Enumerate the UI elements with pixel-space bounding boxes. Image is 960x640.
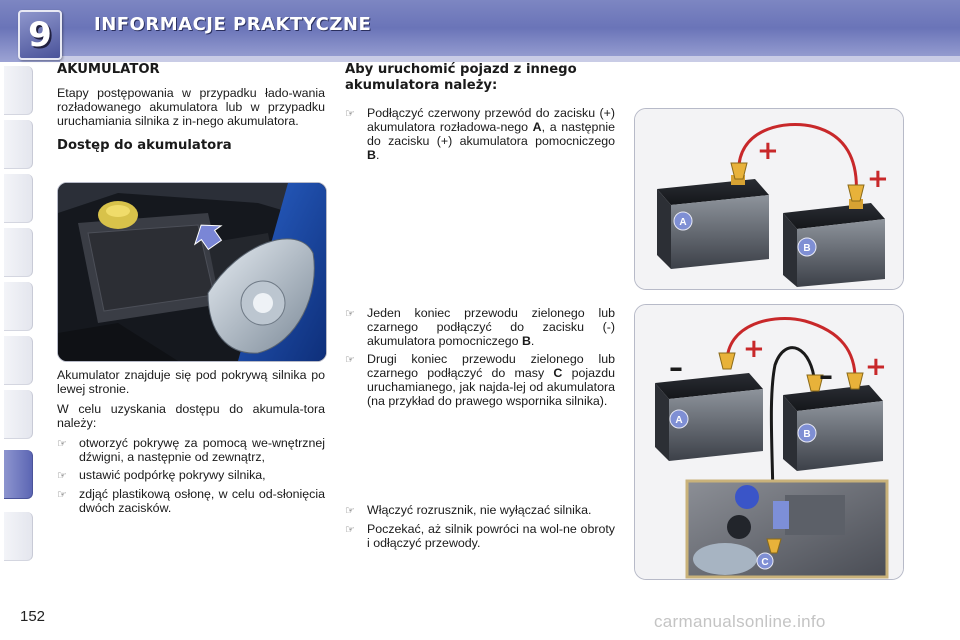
battery-b-label: B (803, 243, 811, 254)
chapter-title: INFORMACJE PRAKTYCZNE (94, 14, 372, 35)
hand-pointer-icon: ☞ (345, 308, 355, 320)
hand-pointer-icon: ☞ (345, 524, 355, 536)
step-text: Poczekać, aż silnik powróci na wol-ne obroty i odłączyć przewody. (367, 522, 615, 550)
battery-a-label: A (679, 217, 687, 228)
access-lead: W celu uzyskania dostępu do akumula-tora należy: (57, 402, 325, 430)
batteries-red-cable-illustration (635, 109, 903, 289)
jump-start-heading: Aby uruchomić pojazd z innego akumulatora należy: (345, 62, 577, 93)
chapter-tab[interactable] (4, 120, 33, 169)
hand-pointer-icon: ☞ (57, 470, 67, 482)
hand-pointer-icon: ☞ (345, 354, 355, 366)
left-column-top (57, 62, 325, 154)
engine-bay-figure (57, 182, 327, 362)
subsection-heading: Dostęp do akumulatora (57, 138, 232, 153)
plus-sign-a: + (757, 136, 779, 166)
hand-pointer-icon: ☞ (345, 108, 355, 120)
plus-sign-b: + (867, 164, 889, 194)
list-item (345, 106, 615, 162)
list-item (57, 487, 325, 515)
left-column-bottom (57, 368, 325, 519)
engine-bay-illustration (58, 183, 326, 361)
plus-sign-b: + (865, 352, 887, 382)
plus-sign-a: + (743, 334, 765, 364)
intro-paragraph: Etapy postępowania w przypadku łado-wania rozładowanego akumulatora lub w przypadku uruchamiania silnika z in-nego akumulatora. (57, 86, 325, 128)
chapter-tab[interactable] (4, 282, 33, 331)
step-text: Włączyć rozrusznik, nie wyłączać silnika. (367, 503, 592, 517)
location-paragraph: Akumulator znajduje się pod pokrywą silnika po lewej stronie. (57, 368, 325, 396)
step-block-2 (345, 306, 615, 412)
hand-pointer-icon: ☞ (345, 505, 355, 517)
list-item (345, 306, 615, 348)
minus-sign-b: – (819, 359, 833, 392)
chapter-tab[interactable] (4, 336, 33, 385)
chapter-tab[interactable] (4, 512, 33, 561)
engine-ground-inset (687, 481, 887, 577)
batteries-both-cables-illustration (635, 305, 903, 579)
step-text: Jeden koniec przewodu zielonego lub czarnego podłączyć do zacisku (-) akumulatora pomocniczego B. (367, 306, 615, 348)
chapter-tab[interactable] (4, 174, 33, 223)
list-item (57, 436, 325, 464)
battery-b-label: B (803, 429, 811, 440)
step-block-3 (345, 503, 615, 554)
step-text: otworzyć pokrywę za pomocą we-wnętrznej dźwigni, a następnie od zewnątrz, (79, 436, 325, 464)
list-item (57, 468, 325, 483)
step-text: Podłączyć czerwony przewód do zacisku (+) akumulatora rozładowa-nego A, a następnie do zacisku (+) akumulatora pomocniczego B. (367, 106, 615, 162)
step-text: Drugi koniec przewodu zielonego lub czarnego podłączyć do masy C pojazdu uruchamianego, jak najda-lej od akumulatora (na przykład do prawego wspornika silnika). (367, 352, 615, 408)
step-text: zdjąć plastikową osłonę, w celu od-słonięcia dwóch zacisków. (79, 487, 325, 515)
battery-b (783, 199, 885, 287)
page-number: 152 (20, 608, 46, 625)
chapter-tab[interactable] (4, 66, 33, 115)
hand-pointer-icon: ☞ (57, 489, 67, 501)
watermark: carmanualsonline.info (654, 612, 826, 631)
figure-positive-connection (634, 108, 904, 290)
chapter-tabs (0, 66, 34, 586)
battery-a-label: A (675, 415, 683, 426)
ground-point-label: C (761, 557, 769, 568)
step-text: ustawić podpórkę pokrywy silnika, (79, 468, 266, 482)
chapter-badge (18, 10, 62, 60)
list-item (345, 522, 615, 550)
minus-sign-a: – (669, 351, 683, 384)
hand-pointer-icon: ☞ (57, 438, 67, 450)
chapter-tab[interactable] (4, 390, 33, 439)
section-heading: AKUMULATOR (57, 62, 160, 77)
chapter-tab-active[interactable] (4, 450, 33, 499)
right-column-heading (345, 62, 615, 94)
chapter-tab[interactable] (4, 228, 33, 277)
battery-a (657, 175, 769, 269)
step-block-1 (345, 106, 615, 166)
list-item (345, 503, 615, 518)
figure-full-connection (634, 304, 904, 580)
list-item (345, 352, 615, 408)
chapter-number: 9 (28, 15, 52, 55)
